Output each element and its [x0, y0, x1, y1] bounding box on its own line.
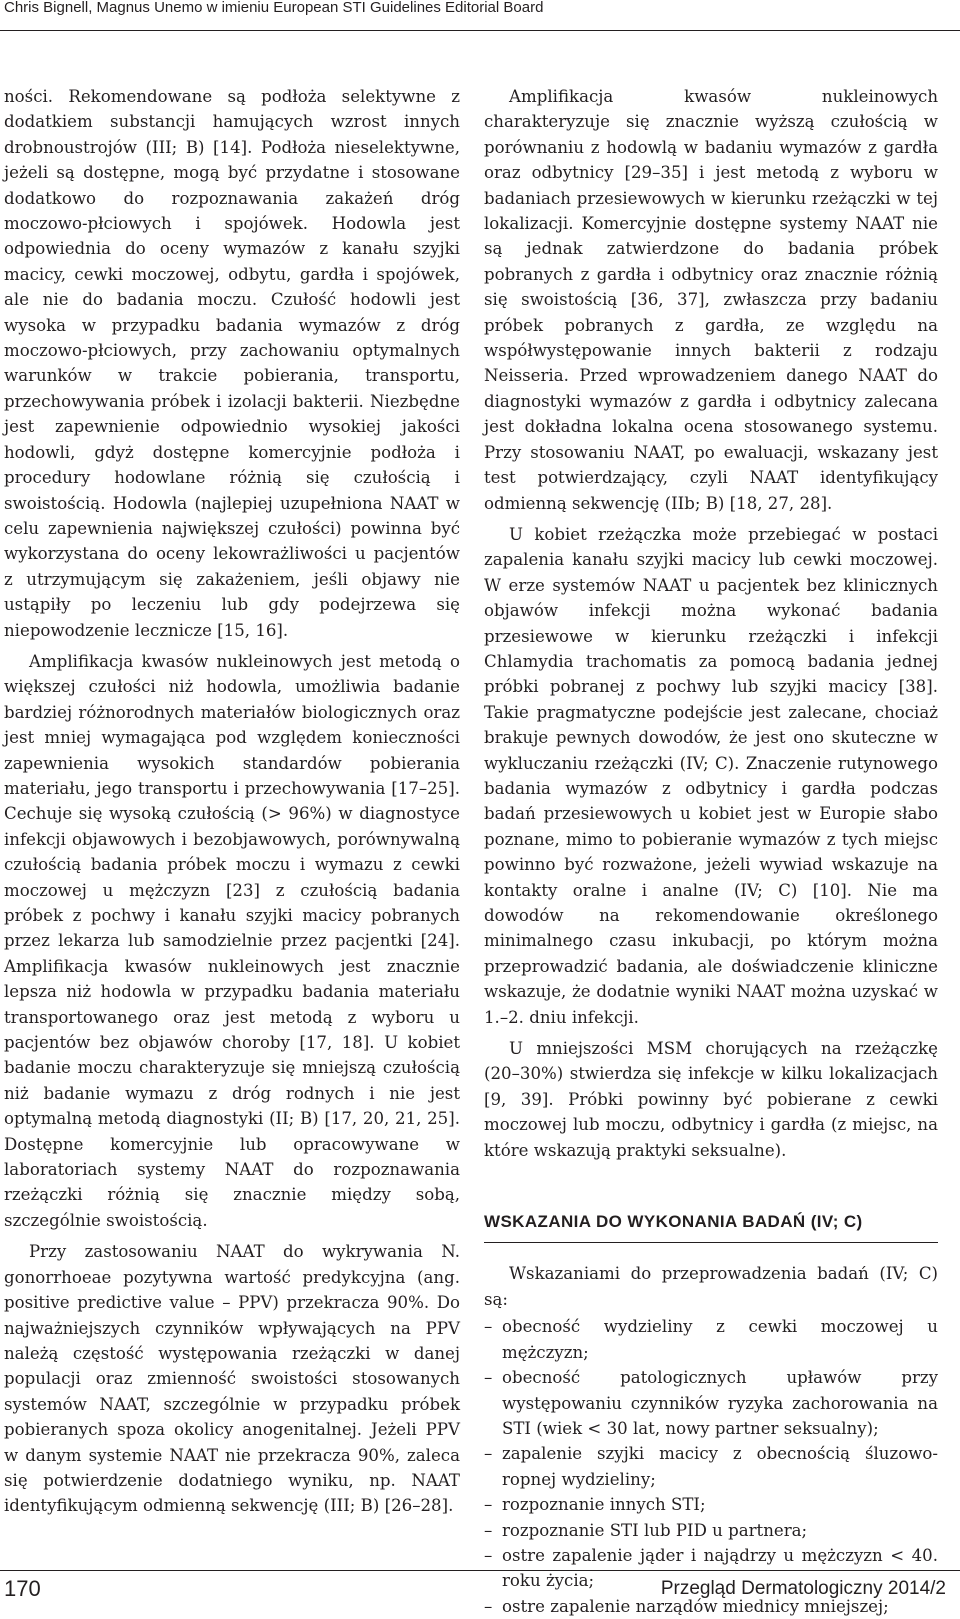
list-item-text: rozpoznanie STI lub PID u partnera; — [502, 1520, 808, 1540]
running-head-text: Chris Bignell, Magnus Unemo w imieniu European STI Guidelines Editorial Board — [4, 0, 544, 16]
dash-marker: – — [484, 1520, 493, 1540]
list-item — [484, 1314, 938, 1365]
dash-marker: – — [484, 1368, 493, 1388]
list-item — [484, 1365, 938, 1441]
body-paragraph: U mniejszości MSM chorujących na rzeżączkę (20–30%) stwierdza się infekcje w kilku lokalizacjach [9, 39]. Próbki powinny być pobierane z cewki moczowej lub moczu, odbytnicy i gardła (z miejsc, na które wskazują praktyki seksualne). — [484, 1039, 938, 1160]
list-item-text: ostre zapalenie jąder i najądrzy u mężczyzn < 40. roku życia; — [502, 1545, 938, 1591]
left-column — [4, 84, 460, 1519]
section-heading: WSKAZANIA DO WYKONANIA BADAŃ (IV; C) — [484, 1209, 938, 1243]
running-header — [4, 0, 956, 34]
dash-marker: – — [484, 1444, 493, 1464]
list-item-text: ostre zapalenie narządów miednicy mniejszej; — [502, 1596, 889, 1616]
list-item — [484, 1441, 938, 1492]
body-paragraph: ności. Rekomendowane są podłoża selektywne z dodatkiem substancji hamujących wzrost innych drobnoustrojów (III; B) [14]. Podłoża nieselektywne, jeżeli są dostępne, mogą być przydatne i stosowane dodatkowo do rozpoznawania zakażeń dróg moczowo-płciowych i spojówek. Hodowla jest odpowiednia do oceny wymazów z kanału szyjki macicy, cewki moczowej, odbytu, gardła i spojówek, ale nie do badania moczu. Czułość hodowli jest wysoka w przypadku badania wymazów z dróg moczowo-płciowych, przy zachowaniu optymalnych warunków w trakcie pobierania, transportu, przechowywania próbek i izolacji bakterii. Niezbędne jest zapewnienie odpowiednio wysokiej jakości hodowli, gdyż dostępne komercyjnie podłoża i procedury hodowlane różnią się czułością i swoistością. Hodowla (najlepiej uzupełniona NAAT w celu zapewnienia największej czułości) powinna być wykorzystana do oceny lekowrażliwości u pacjentów z utrzymującym się zakażeniem, jeśli objawy nie ustąpiły po leczeniu lub gdy podejrzewa się niepowodzenie lecznicze [15, 16]. — [4, 87, 460, 640]
dash-marker: – — [484, 1596, 493, 1616]
body-paragraph: U kobiet rzeżączka może przebiegać w postaci zapalenia kanału szyjki macicy lub cewki moczowej. W erze systemów NAAT u pacjentek bez klinicznych objawów infekcji można wykonać badania przesiewowe w kierunku rzeżączki i infekcji Chlamydia trachomatis za pomocą badania jednej próbki pobranej z pochwy lub szyjki macicy [38]. Takie pragmatyczne podejście jest zalecane, chociaż brakuje pewnych dowodów, że jest ono skuteczne w wykluczaniu rzeżączki (IV; C). Znaczenie rutynowego badania wymazów z odbytnicy i gardła podczas badań przesiewowych u kobiet jest w Europie słabo poznane, mimo to pobieranie wymazów z tych miejsc powinno być rozważone, jeżeli wywiad wskazuje na kontakty oralne i analne (IV; C) [10]. Nie ma dowodów na rekomendowanie określonego minimalnego czasu inkubacji, po którym można przeprowadzić badania, ale doświadczenie kliniczne wskazuje, że dodatnie wyniki NAAT można uzyskać w 1.–2. dniu infekcji. — [484, 524, 938, 1027]
body-paragraph: Amplifikacja kwasów nukleinowych charakteryzuje się znacznie wyższą czułością w porównaniu z hodowlą w badaniu wymazów z gardła oraz odbytnicy [29–35] i jest metodą z wyboru w badaniach przesiewowych w kierunku rzeżączki w tej lokalizacji. Komercyjnie dostępne systemy NAAT nie są jednak zatwierdzone do badania próbek pobranych z gardła i odbytnicy oraz znacznie różnią się swoistością [36, 37], zwłaszcza przy badaniu próbek pobranych z gardła, ze względu na współwystępowanie innych bakterii z rodzaju Neisseria. Przed wprowadzeniem danego NAAT do diagnostyki wymazów z gardła i odbytnicy zalecana jest dokładna lokalna ocena stosowanego systemu. Przy stosowaniu NAAT, po ewaluacji, wskazany jest test potwierdzający, czyli NAAT identyfikujący odmienną sekwencję (IIb; B) [18, 27, 28]. — [484, 87, 938, 513]
dash-marker: – — [484, 1545, 493, 1565]
right-column — [484, 84, 938, 1619]
list-item — [484, 1518, 938, 1543]
list-item-text: obecność wydzieliny z cewki moczowej u mężczyzn; — [502, 1317, 938, 1362]
page-footer — [0, 1570, 960, 1604]
list-item-text: zapalenie szyjki macicy z obecnością śluzowo-ropnej wydzieliny; — [502, 1444, 938, 1489]
body-paragraph: Przy zastosowaniu NAAT do wykrywania N. gonorrhoeae pozytywna wartość predykcyjna (ang. positive predictive value – PPV) przekracza 90%. Do najważniejszych czynników wpływających na PPV należą częstość występowania rzeżączki w danej populacji oraz zmienność swoistości stosowanych systemów NAAT, szczególnie w przypadku próbek pobieranych spoza okolicy anogenitalnej. Jeżeli PPV w danym systemie NAAT nie przekracza 90%, zaleca się potwierdzenie dodatniego wyniku, np. NAAT identyfikującym odmienną sekwencję (III; B) [26–28]. — [4, 1242, 460, 1516]
list-item — [484, 1492, 938, 1517]
dash-marker: – — [484, 1495, 493, 1515]
list-item-text: rozpoznanie innych STI; — [502, 1495, 706, 1515]
journal-title: Przegląd Dermatologiczny 2014/2 — [660, 1578, 946, 1599]
list-item-text: obecność patologicznych upławów przy występowaniu czynników ryzyka zachorowania na STI (wiek < 30 lat, nowy partner seksualny); — [502, 1368, 938, 1438]
page-number: 170 — [4, 1576, 41, 1601]
body-paragraph: Amplifikacja kwasów nukleinowych jest metodą o większej czułości niż hodowla, umożliwia badanie bardziej różnorodnych materiałów biologicznych oraz jest mniej wymagająca pod względem konieczności zapewnienia wysokich standardów pobierania materiału, jego transportu i przechowywania [17–25]. Cechuje się wysoką czułością (> 96%) w diagnostyce infekcji objawowych i bezobjawowych, porównywalną czułością badania próbek moczu i wymazu z cewki moczowej u mężczyzn [23] z czułością badania próbek z pochwy i kanału szyjki macicy pobranych przez lekarza lub samodzielnie przez pacjentki [24]. Amplifikacja kwasów nukleinowych jest znacznie lepsza niż hodowla w przypadku badania materiału transportowanego oraz jest metodą z wyboru u pacjentów bez objawów choroby [17, 18]. U kobiet badanie moczu charakteryzuje się mniejszą czułością niż badanie wymazu z dróg rodnych i nie jest optymalną metodą diagnostyki (II; B) [17, 20, 21, 25]. Dostępne komercyjnie lub opracowywane w laboratoriach systemy NAAT do rozpoznawania rzeżączki różnią się znacznie między sobą, szczególnie swoistością. — [4, 651, 460, 1230]
section-intro: Wskazaniami do przeprowadzenia badań (IV; C) są: — [484, 1264, 938, 1309]
dash-marker: – — [484, 1317, 493, 1337]
